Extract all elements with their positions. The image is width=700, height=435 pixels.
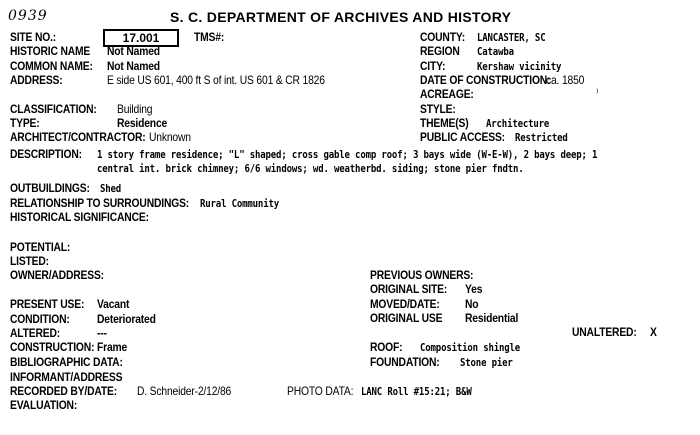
foundation-value: Stone pier xyxy=(460,356,513,369)
architect-value: Unknown xyxy=(149,130,191,144)
historic-name-label: HISTORIC NAME xyxy=(10,44,91,58)
relationship-label: RELATIONSHIP TO SURROUNDINGS: xyxy=(10,196,190,210)
foundation-label: FOUNDATION: xyxy=(370,355,440,369)
recorded-by-label: RECORDED BY/DATE: xyxy=(10,384,117,398)
tms-label: TMS#: xyxy=(194,30,225,44)
present-use-label: PRESENT USE: xyxy=(10,297,85,311)
historic-name-value: Not Named xyxy=(107,44,160,58)
condition-label: CONDITION: xyxy=(10,312,70,326)
outbuildings-value: Shed xyxy=(100,182,122,195)
original-use-label: ORIGINAL USE xyxy=(370,311,443,325)
construction-value: Frame xyxy=(97,340,128,354)
construction-label: CONSTRUCTION: xyxy=(10,340,95,354)
address-label: ADDRESS: xyxy=(10,73,63,87)
roof-value: Composition shingle xyxy=(420,341,521,354)
type-value: Residence xyxy=(117,116,168,130)
altered-value: --- xyxy=(97,326,107,340)
address-value: E side US 601, 400 ft S of int. US 601 & CR 1826 xyxy=(107,73,325,87)
common-name-label: COMMON NAME: xyxy=(10,59,93,73)
stray-pen-mark: ⁾ xyxy=(596,88,599,99)
informant-label: INFORMANT/ADDRESS xyxy=(10,370,123,384)
public-access-label: PUBLIC ACCESS: xyxy=(420,130,505,144)
unaltered-label: UNALTERED: xyxy=(572,325,637,339)
region-label: REGION xyxy=(420,44,460,58)
county-label: COUNTY: xyxy=(420,30,466,44)
condition-value: Deteriorated xyxy=(97,312,156,326)
city-label: CITY: xyxy=(420,59,446,73)
original-site-value: Yes xyxy=(465,282,483,296)
county-value: LANCASTER, SC xyxy=(477,31,546,44)
roof-label: ROOF: xyxy=(370,340,403,354)
historical-significance-label: HISTORICAL SIGNIFICANCE: xyxy=(10,210,149,224)
region-value: Catawba xyxy=(477,45,514,58)
description-line-1: 1 story frame residence; "L" shaped; cross gable comp roof; 3 bays wide (W-E-W), 2 bays deep; 1 xyxy=(97,148,598,161)
moved-date-value: No xyxy=(465,297,479,311)
bibliographic-label: BIBLIOGRAPHIC DATA: xyxy=(10,355,123,369)
classification-label: CLASSIFICATION: xyxy=(10,102,97,116)
site-no-label: SITE NO.: xyxy=(10,30,57,44)
date-construction-value: ca. 1850 xyxy=(546,73,585,87)
handwritten-reference-number: 0939 xyxy=(8,8,48,24)
original-site-label: ORIGINAL SITE: xyxy=(370,282,448,296)
listed-label: LISTED: xyxy=(10,254,49,268)
photo-data-value: LANC Roll #15:21; B&W xyxy=(361,385,472,398)
city-value: Kershaw vicinity xyxy=(477,60,562,73)
recorded-by-value: D. Schneider-2/12/86 xyxy=(137,384,232,398)
themes-label: THEME(S) xyxy=(420,116,469,130)
unaltered-value: X xyxy=(650,325,657,339)
site-no-value: 17.001 xyxy=(122,31,160,45)
common-name-value: Not Named xyxy=(107,59,160,73)
type-label: TYPE: xyxy=(10,116,40,130)
moved-date-label: MOVED/DATE: xyxy=(370,297,440,311)
date-construction-label: DATE OF CONSTRUCTION: xyxy=(420,73,551,87)
relationship-value: Rural Community xyxy=(200,197,280,210)
public-access-value: Restricted xyxy=(515,131,568,144)
owner-address-label: OWNER/ADDRESS: xyxy=(10,268,104,282)
outbuildings-label: OUTBUILDINGS: xyxy=(10,181,90,195)
style-label: STYLE: xyxy=(420,102,456,116)
present-use-value: Vacant xyxy=(97,297,130,311)
architect-label: ARCHITECT/CONTRACTOR: xyxy=(10,130,146,144)
page-title: S. C. DEPARTMENT OF ARCHIVES AND HISTORY xyxy=(170,9,512,25)
photo-data-label: PHOTO DATA: xyxy=(287,384,354,398)
previous-owners-label: PREVIOUS OWNERS: xyxy=(370,268,474,282)
description-line-2: central int. brick chimney; 6/6 windows; wd. weatherbd. siding; stone pier fndtn. xyxy=(97,162,524,175)
description-label: DESCRIPTION: xyxy=(10,147,82,161)
original-use-value: Residential xyxy=(465,311,519,325)
altered-label: ALTERED: xyxy=(10,326,61,340)
potential-label: POTENTIAL: xyxy=(10,240,71,254)
themes-value: Architecture xyxy=(486,117,550,130)
evaluation-label: EVALUATION: xyxy=(10,398,78,412)
acreage-label: ACREAGE: xyxy=(420,87,474,101)
classification-value: Building xyxy=(117,102,153,116)
